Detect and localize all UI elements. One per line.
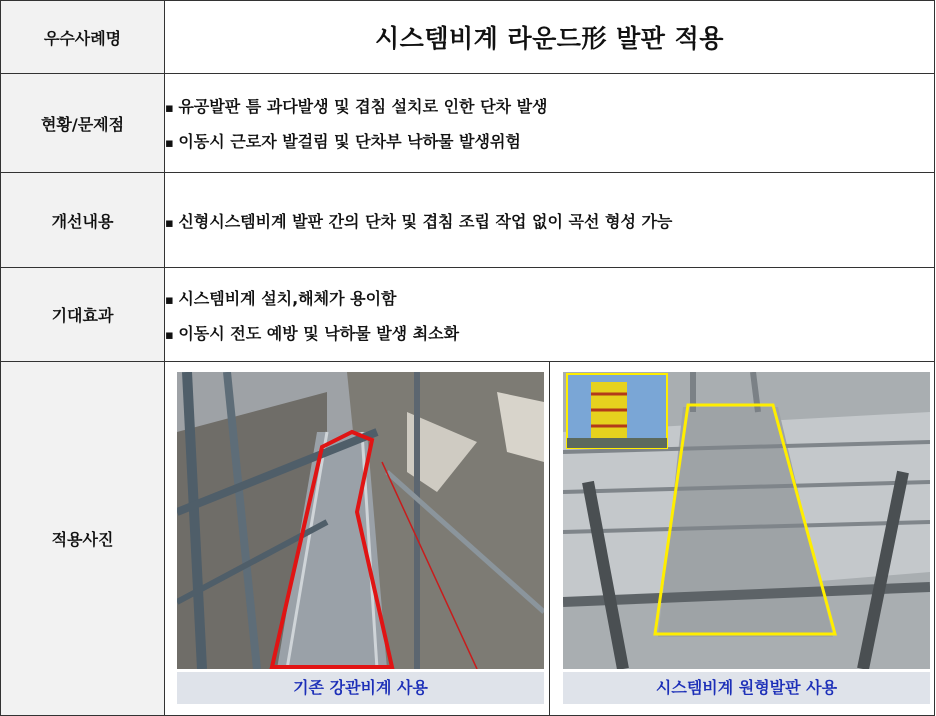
photo-round-platform	[563, 372, 930, 669]
photo-label: 적용사진	[1, 362, 165, 716]
improve-label: 개선내용	[1, 173, 165, 268]
photo-existing-scaffold	[177, 372, 544, 669]
status-content	[165, 74, 935, 173]
scaffold-photo-illustration	[177, 372, 544, 669]
status-item: ▪ 유공발판 틈 과다발생 및 겹침 설치로 인한 단차 발생	[165, 94, 934, 117]
effect-item: ▪ 이동시 전도 예방 및 낙하물 발생 최소화	[165, 321, 934, 344]
effect-content	[165, 268, 935, 362]
status-label: 현황/문제점	[1, 74, 165, 173]
effect-label: 기대효과	[1, 268, 165, 362]
status-item: ▪ 이동시 근로자 발걸림 및 단차부 낙하물 발생위험	[165, 129, 934, 152]
case-title: 시스템비계 라운드形 발판 적용	[165, 1, 935, 74]
improve-item: ▪ 신형시스템비계 발판 간의 단차 및 겹침 조립 작업 없이 곡선 형성 가능	[165, 209, 934, 232]
photo-cell	[165, 362, 935, 716]
case-name-label: 우수사례명	[1, 1, 165, 74]
photo-area	[165, 362, 934, 715]
effect-item: ▪ 시스템비계 설치,해체가 용이함	[165, 286, 934, 309]
round-platform-photo-illustration	[563, 372, 930, 669]
caption-round-platform: 시스템비계 원형발판 사용	[563, 672, 930, 704]
caption-existing-scaffold: 기존 강관비계 사용	[177, 672, 544, 704]
improve-content	[165, 173, 935, 268]
photo-divider	[549, 362, 550, 715]
